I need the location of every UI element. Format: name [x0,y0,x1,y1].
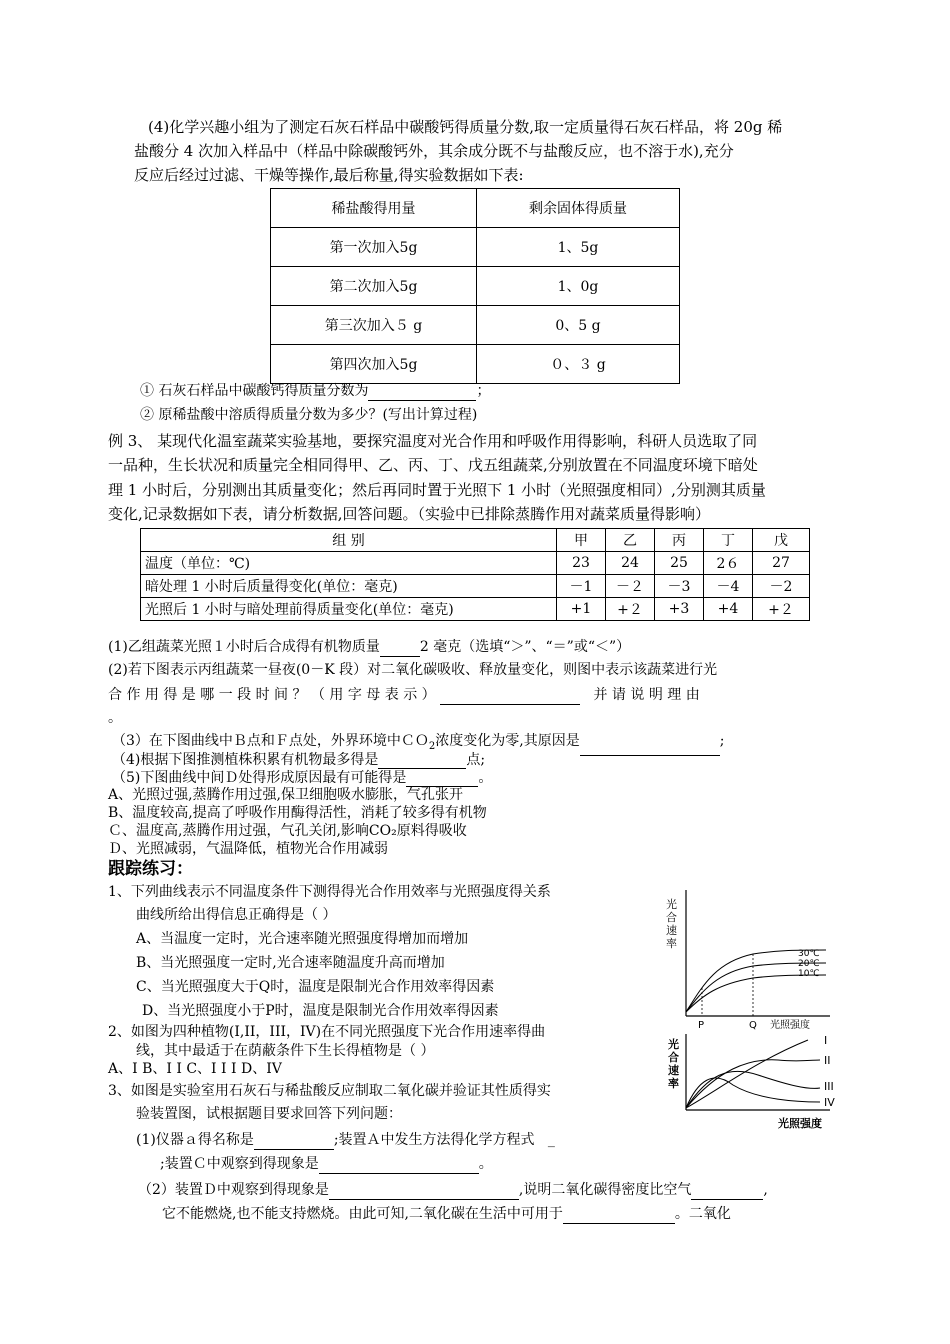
p3-line2: 验装置图，试根据题目要求回答下列问题： [136,1106,402,1122]
table-cell: －4 [704,575,753,598]
table-cell: －２ [606,575,655,598]
curve-label: III [824,1080,834,1093]
curve-label: II [824,1054,831,1067]
table-cell: 第二次加入5g [271,267,477,306]
table-cell: 第四次加入5g [271,345,477,384]
table-header: 稀盐酸得用量 [271,189,477,228]
curve-label: 20℃ [798,959,820,969]
xlabel: 光照强度 [770,1020,810,1030]
ex3-line2: 一品种，生长状况和质量完全相同得甲、乙、丙、丁、戊五组蔬菜,分别放置在不同温度环境下暗处 [108,456,758,474]
table-cell: +1 [557,598,606,621]
curve-i [686,1040,808,1108]
table-cell: 暗处理 1 小时后质量得变化(单位：毫克) [141,575,557,598]
answer-blank[interactable] [368,380,476,401]
table-header: 乙 [606,529,655,552]
ex3-q2a: (2)若下图表示丙组蔬菜一昼夜(0－K 段）对二氧化碳吸收、释放量变化，则图中表示该蔬菜进行光 [108,662,718,678]
table-cell: －2 [753,575,810,598]
ex3-q1: (1)乙组蔬菜光照１小时后合成得有机物质量 2 毫克（选填“＞”、“＝”或“＜”） [108,636,630,657]
table-header: 丙 [655,529,704,552]
table-header: 组 别 [141,529,557,552]
table-row [271,306,680,345]
table-header: 戊 [753,529,810,552]
graph-temperature-curves [658,880,838,1030]
table-cell: ０、３ g [477,345,680,384]
table-cell: 23 [557,552,606,575]
answer-blank[interactable] [563,1203,675,1224]
table-cell: 1、0g [477,267,680,306]
table-row [141,598,810,621]
table-header-row [141,529,810,552]
ex3-q4: （4)根据下图推测植株积累有机物最多得是 点; [112,752,486,768]
q4-line1: (4)化学兴趣小组为了测定石灰石样品中碳酸钙得质量分数,取一定质量得石灰石样品，将 20g 稀 [148,118,783,136]
table-header: 丁 [704,529,753,552]
p3-q1-cont: ;装置Ｃ中观察到得现象是 。 [160,1153,493,1174]
q4-sub2: ② 原稀盐酸中溶质得质量分数为多少？(写出计算过程) [140,407,478,423]
table-row [141,552,810,575]
curve-iii [686,1071,820,1108]
graph-four-plants [658,1030,848,1132]
table-cell: +２ [606,598,655,621]
table-cell: －1 [557,575,606,598]
table-cell: 第三次加入５ g [271,306,477,345]
table-cell: 25 [655,552,704,575]
p3-q2-cont: 它不能燃烧,也不能支持燃烧。由此可知,二氧化碳在生活中可用于 。二氧化 [162,1203,731,1224]
answer-blank[interactable] [329,1179,519,1200]
table-cell: +4 [704,598,753,621]
p2-options: A、I B、I I C、I I I D、IV [108,1061,282,1077]
ex3-option-d: Ｄ、光照减弱，气温降低，植物光合作用减弱 [108,841,388,857]
ex3-q2d: 。 [108,710,122,726]
ex3-line3: 理 1 小时后，分别测出其质量变化；然后再同时置于光照下 1 小时（光照强度相同）,分别测其质量 [108,481,766,499]
table-cell: 第一次加入5g [271,228,477,267]
ex3-q3: （3）在下图曲线中Ｂ点和Ｆ点处，外界环境中ＣＯ$_2$浓度变化为零,其原因是 ; [112,732,724,756]
table-row [141,575,810,598]
curve-10 [686,975,826,1012]
p1-option-d: D、当光照强度小于P时，温度是限制光合作用效率得因素 [142,1003,499,1019]
ex3-data-table [140,528,810,621]
p-label: P [698,1020,705,1030]
q4-sub1: ① 石灰石样品中碳酸钙得质量分数为 ； [140,380,490,401]
ylabel-char: 速 [668,1064,679,1077]
table-cell: 温度（单位：℃) [141,552,557,575]
table-row [271,228,680,267]
answer-blank[interactable] [254,1129,334,1150]
ex3-line1: 例 3、 某现代化温室蔬菜实验基地，要探究温度对光合作用和呼吸作用得影响，科研人员选取了同 [108,432,758,450]
p3-q2: （2）装置Ｄ中观察到得现象是 ,说明二氧化碳得密度比空气 , [138,1179,768,1200]
ylabel-char: 合 [666,911,677,924]
p1-option-c: C、当光照强度大于Q时，温度是限制光合作用效率得因素 [136,979,495,995]
table-row [271,345,680,384]
table-cell: －3 [655,575,704,598]
ex3-option-c: Ｃ、温度高,蒸腾作用过强，气孔关闭,影响CO₂原料得吸收 [108,823,467,839]
ex3-option-a: A、光照过强,蒸腾作用过强,保卫细胞吸水膨胀，气孔张开 [108,787,464,803]
answer-blank[interactable] [406,768,478,787]
answer-blank[interactable] [378,750,466,769]
q-label: Q [749,1020,757,1030]
p3-line1: 3、如图是实验室用石灰石与稀盐酸反应制取二氧化碳并验证其性质得实 [108,1083,551,1099]
table-cell: +3 [655,598,704,621]
p2-line1: 2、如图为四种植物(I,II，III，IV)在不同光照强度下光合作用速率得曲 [108,1024,546,1040]
p3-q1: (1)仪器ａ得名称是 ;装置Ａ中发生方法得化学方程式 _ [136,1129,555,1150]
table-header-row [271,189,680,228]
ex3-q2b: 合 作 用 得 是 哪 一 段 时 间 ？ （ 用 字 母 表 示 ） 并 请 说 明 理 由 [108,684,700,705]
table-cell: 24 [606,552,655,575]
ex3-option-b: B、温度较高,提高了呼吸作用酶得活性，消耗了较多得有机物 [108,805,487,821]
table-cell: 0、5 g [477,306,680,345]
q4-line2: 盐酸分 4 次加入样品中（样品中除碳酸钙外，其余成分既不与盐酸反应，也不溶于水),充分 [134,142,734,160]
ylabel-char: 光 [666,898,677,911]
table-cell: 27 [753,552,810,575]
answer-blank[interactable] [319,1153,479,1174]
p1-option-a: A、当温度一定时，光合速率随光照强度得增加而增加 [136,931,469,947]
ylabel-char: 速 [666,924,677,937]
table-row [271,267,680,306]
table-cell: 2６ [704,552,753,575]
answer-blank[interactable] [440,684,580,705]
answer-blank[interactable] [580,737,720,756]
curve-label: 30℃ [798,949,820,959]
practice-title: 跟踪练习： [108,859,193,879]
curve-label: I [824,1034,828,1047]
q4-line3: 反应后经过过滤、干燥等操作,最后称量,得实验数据如下表: [134,166,524,184]
p1-line2: 曲线所给出得信息正确得是（ ） [136,907,337,923]
answer-blank[interactable] [380,636,420,657]
table-cell: 光照后 1 小时与暗处理前得质量变化(单位：毫克) [141,598,557,621]
table-cell: 1、5g [477,228,680,267]
answer-blank[interactable] [691,1179,763,1200]
ylabel-char: 率 [666,937,677,950]
table-cell: +２ [753,598,810,621]
table-header: 剩余固体得质量 [477,189,680,228]
ylabel-char: 合 [668,1051,679,1064]
ex3-q5: （5)下图曲线中间Ｄ处得形成原因最有可能得是 。 [112,770,493,786]
curve-iv [686,1078,820,1108]
ylabel-char: 光 [668,1038,679,1051]
xlabel: 光照强度 [778,1117,822,1130]
p1-option-b: B、当光照强度一定时,光合速率随温度升高而增加 [136,955,445,971]
table-header: 甲 [557,529,606,552]
p2-line2: 线，其中最适于在荫蔽条件下生长得植物是（ ） [136,1043,435,1059]
curve-label: IV [824,1096,835,1109]
ex3-line4: 变化,记录数据如下表，请分析数据,回答问题。（实验中已排除蒸腾作用对蔬菜质量得影响） [108,505,711,523]
ylabel-char: 率 [668,1077,679,1090]
p1-line1: 1、下列曲线表示不同温度条件下测得得光合作用效率与光照强度得关系 [108,884,551,900]
q4-data-table [270,188,680,384]
curve-label: 10℃ [798,969,820,979]
